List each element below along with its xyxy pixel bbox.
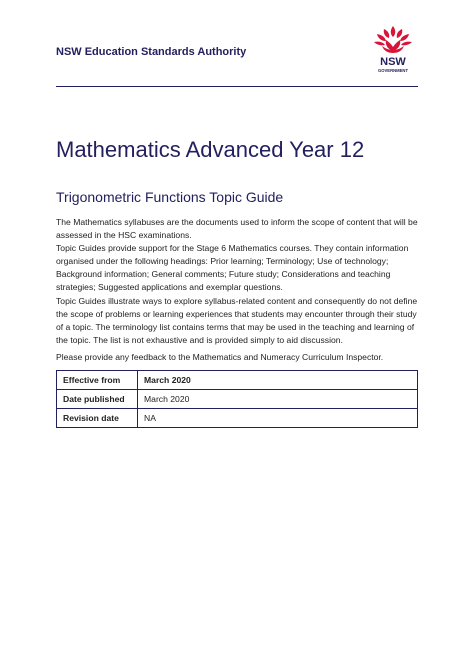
header-divider: [56, 86, 418, 87]
effective-from-value: March 2020: [138, 371, 418, 390]
waratah-icon: [374, 26, 412, 53]
logo-wordmark: NSW: [380, 56, 406, 68]
logo-subtext: GOVERNMENT: [377, 68, 409, 73]
table-row: [57, 390, 418, 409]
feedback-paragraph: Please provide any feedback to the Mathematics and Numeracy Curriculum Inspector.: [56, 352, 384, 362]
document-info-table: [56, 370, 418, 428]
table-row: [57, 409, 418, 428]
document-subtitle: Trigonometric Functions Topic Guide: [56, 189, 284, 205]
scope-paragraph: Topic Guides illustrate ways to explore syllabus-related content and consequently do not define the scope of problems or learning experiences that students may encounter through their study of a topic. The terminology list contains terms that may be used in the teaching and learning of the topic. The list is not exhaustive and is provided simply to aid discussion.: [56, 296, 418, 345]
nsw-government-logo: [368, 24, 418, 78]
table-row: [57, 371, 418, 390]
revision-date-label: Revision date: [57, 409, 138, 428]
topic-guides-paragraph: Topic Guides provide support for the Stage 6 Mathematics courses. They contain information organised under the following headings: Prior learning; Terminology; Use of technology; Background information; General comments; Future study; Considerations and teaching strategies; Suggested applications and exemplar questions.: [56, 243, 409, 292]
organisation-name: NSW Education Standards Authority: [56, 46, 247, 58]
date-published-label: Date published: [57, 390, 138, 409]
intro-paragraph: The Mathematics syllabuses are the documents used to inform the scope of content that will be assessed in the HSC examinations.: [56, 217, 418, 240]
date-published-value: March 2020: [138, 390, 418, 409]
document-title: Mathematics Advanced Year 12: [56, 137, 365, 162]
effective-from-label: Effective from: [57, 371, 138, 390]
revision-date-value: NA: [138, 409, 418, 428]
